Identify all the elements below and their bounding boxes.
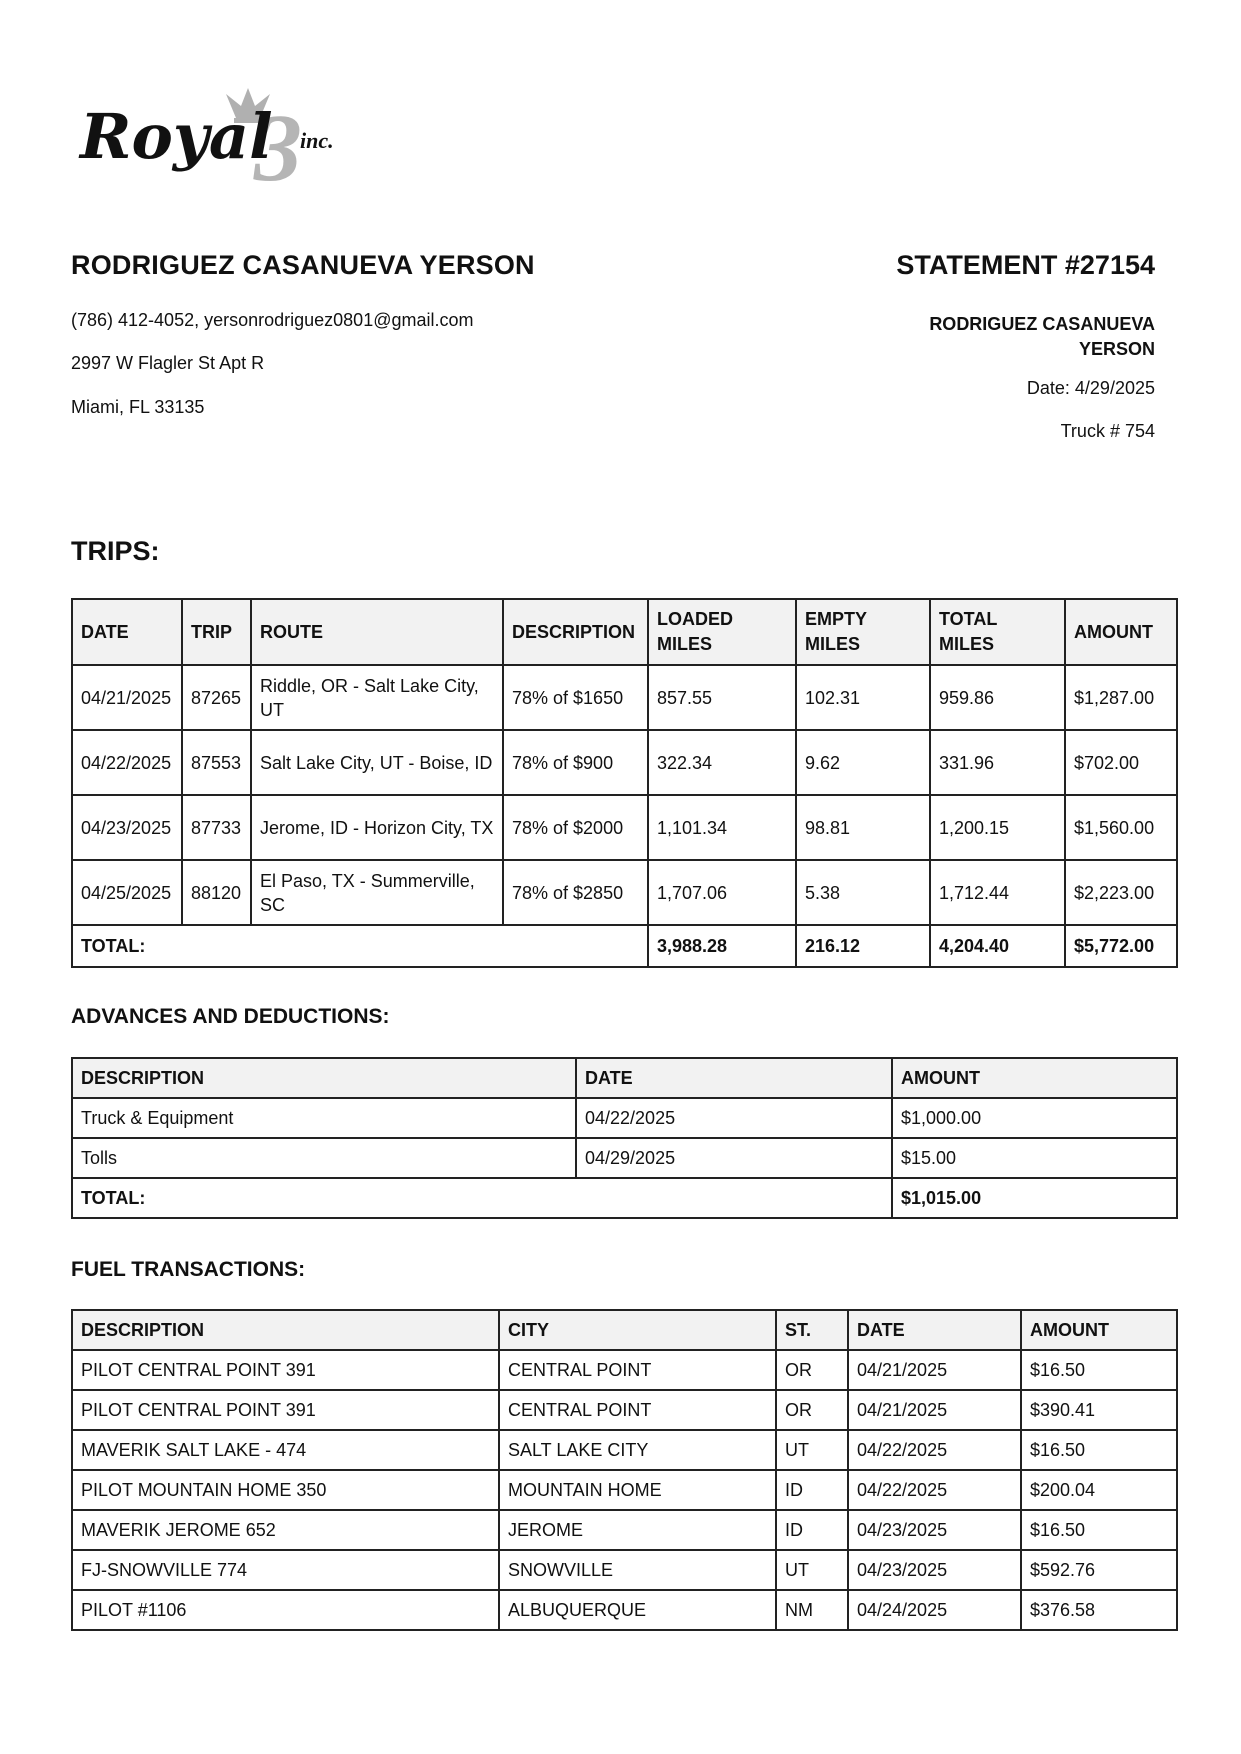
- table-cell: El Paso, TX - Summerville, SC: [251, 860, 503, 925]
- table-cell: 1,707.06: [648, 860, 796, 925]
- trips-section-title: TRIPS:: [71, 536, 160, 566]
- total-miles: 4,204.40: [930, 925, 1065, 967]
- table-cell: 1,101.34: [648, 795, 796, 860]
- column-header: TOTAL MILES: [930, 599, 1065, 665]
- table-cell: $16.50: [1021, 1350, 1177, 1390]
- table-cell: $702.00: [1065, 730, 1177, 795]
- table-cell: 78% of $2850: [503, 860, 648, 925]
- table-cell: CENTRAL POINT: [499, 1350, 776, 1390]
- table-cell: NM: [776, 1590, 848, 1630]
- table-row: [72, 1550, 1177, 1590]
- table-row: [72, 665, 1177, 730]
- table-cell: 78% of $900: [503, 730, 648, 795]
- table-cell: Riddle, OR - Salt Lake City, UT: [251, 665, 503, 730]
- column-header: EMPTY MILES: [796, 599, 930, 665]
- table-cell: PILOT CENTRAL POINT 391: [72, 1390, 499, 1430]
- table-cell: 5.38: [796, 860, 930, 925]
- column-header: DATE: [848, 1310, 1021, 1350]
- column-header: TRIP: [182, 599, 251, 665]
- table-cell: 04/25/2025: [72, 860, 182, 925]
- column-header: ROUTE: [251, 599, 503, 665]
- total-empty-miles: 216.12: [796, 925, 930, 967]
- table-cell: $592.76: [1021, 1550, 1177, 1590]
- total-label: TOTAL:: [72, 925, 648, 967]
- table-cell: SALT LAKE CITY: [499, 1430, 776, 1470]
- trips-table: [71, 598, 1178, 968]
- table-cell: 1,712.44: [930, 860, 1065, 925]
- column-header: LOADED MILES: [648, 599, 796, 665]
- table-row: [72, 1138, 1177, 1178]
- table-cell: $390.41: [1021, 1390, 1177, 1430]
- table-cell: $2,223.00: [1065, 860, 1177, 925]
- table-cell: 87733: [182, 795, 251, 860]
- table-cell: 04/24/2025: [848, 1590, 1021, 1630]
- column-header: AMOUNT: [892, 1058, 1177, 1098]
- table-cell: 04/22/2025: [576, 1098, 892, 1138]
- table-cell: 857.55: [648, 665, 796, 730]
- table-cell: $16.50: [1021, 1510, 1177, 1550]
- table-cell: $1,560.00: [1065, 795, 1177, 860]
- table-cell: ALBUQUERQUE: [499, 1590, 776, 1630]
- table-cell: 322.34: [648, 730, 796, 795]
- table-cell: 04/23/2025: [848, 1510, 1021, 1550]
- column-header: ST.: [776, 1310, 848, 1350]
- table-cell: Tolls: [72, 1138, 576, 1178]
- driver-name-heading: RODRIGUEZ CASANUEVA YERSON: [71, 250, 535, 280]
- table-cell: MOUNTAIN HOME: [499, 1470, 776, 1510]
- table-cell: $376.58: [1021, 1590, 1177, 1630]
- table-cell: MAVERIK JEROME 652: [72, 1510, 499, 1550]
- table-row: [72, 1590, 1177, 1630]
- table-cell: UT: [776, 1430, 848, 1470]
- table-cell: $16.50: [1021, 1430, 1177, 1470]
- table-cell: ID: [776, 1510, 848, 1550]
- table-cell: 04/21/2025: [72, 665, 182, 730]
- table-cell: SNOWVILLE: [499, 1550, 776, 1590]
- table-cell: 78% of $1650: [503, 665, 648, 730]
- advances-header-row: [72, 1058, 1177, 1098]
- table-cell: $200.04: [1021, 1470, 1177, 1510]
- table-cell: 04/21/2025: [848, 1390, 1021, 1430]
- trips-header-row: [72, 599, 1177, 665]
- table-row: [72, 795, 1177, 860]
- column-header: DESCRIPTION: [503, 599, 648, 665]
- table-cell: ID: [776, 1470, 848, 1510]
- table-cell: 88120: [182, 860, 251, 925]
- truck-number: Truck # 754: [1060, 421, 1155, 441]
- advances-section-title: ADVANCES AND DEDUCTIONS:: [71, 1005, 390, 1028]
- statement-date: Date: 4/29/2025: [1026, 378, 1155, 398]
- table-cell: 87265: [182, 665, 251, 730]
- table-cell: 959.86: [930, 665, 1065, 730]
- statement-number-heading: STATEMENT #27154: [896, 250, 1155, 280]
- column-header: DESCRIPTION: [72, 1310, 499, 1350]
- table-cell: Jerome, ID - Horizon City, TX: [251, 795, 503, 860]
- table-cell: 04/29/2025: [576, 1138, 892, 1178]
- table-cell: 87553: [182, 730, 251, 795]
- column-header: AMOUNT: [1065, 599, 1177, 665]
- fuel-transactions-table: [71, 1309, 1178, 1631]
- column-header: CITY: [499, 1310, 776, 1350]
- table-row: [72, 1390, 1177, 1430]
- table-cell: 331.96: [930, 730, 1065, 795]
- table-row: [72, 1350, 1177, 1390]
- table-cell: Salt Lake City, UT - Boise, ID: [251, 730, 503, 795]
- table-cell: 98.81: [796, 795, 930, 860]
- driver-address-line2: Miami, FL 33135: [71, 397, 205, 417]
- table-row: [72, 1510, 1177, 1550]
- table-cell: JEROME: [499, 1510, 776, 1550]
- table-cell: 04/21/2025: [848, 1350, 1021, 1390]
- logo-wordmark: Royal: [80, 100, 273, 173]
- table-cell: 78% of $2000: [503, 795, 648, 860]
- driver-address-line1: 2997 W Flagler St Apt R: [71, 353, 265, 373]
- total-label: TOTAL:: [72, 1178, 892, 1218]
- table-row: [72, 1430, 1177, 1470]
- table-row: [72, 730, 1177, 795]
- table-cell: PILOT MOUNTAIN HOME 350: [72, 1470, 499, 1510]
- driver-contact: (786) 412-4052, yersonrodriguez0801@gmail.com: [71, 310, 474, 330]
- logo-numeral: 3: [254, 94, 302, 192]
- table-cell: OR: [776, 1350, 848, 1390]
- table-cell: CENTRAL POINT: [499, 1390, 776, 1430]
- column-header: DESCRIPTION: [72, 1058, 576, 1098]
- table-cell: FJ-SNOWVILLE 774: [72, 1550, 499, 1590]
- fuel-section-title: FUEL TRANSACTIONS:: [71, 1258, 306, 1281]
- table-cell: 04/22/2025: [848, 1430, 1021, 1470]
- table-cell: $1,000.00: [892, 1098, 1177, 1138]
- logo-suffix: inc.: [300, 128, 334, 153]
- table-cell: 04/23/2025: [72, 795, 182, 860]
- advances-total-row: [72, 1178, 1177, 1218]
- table-cell: 04/22/2025: [848, 1470, 1021, 1510]
- total-loaded-miles: 3,988.28: [648, 925, 796, 967]
- table-cell: PILOT #1106: [72, 1590, 499, 1630]
- table-cell: 102.31: [796, 665, 930, 730]
- table-cell: 9.62: [796, 730, 930, 795]
- table-row: [72, 1098, 1177, 1138]
- column-header: DATE: [576, 1058, 892, 1098]
- table-row: [72, 860, 1177, 925]
- table-cell: MAVERIK SALT LAKE - 474: [72, 1430, 499, 1470]
- table-cell: Truck & Equipment: [72, 1098, 576, 1138]
- table-cell: 04/23/2025: [848, 1550, 1021, 1590]
- table-cell: PILOT CENTRAL POINT 391: [72, 1350, 499, 1390]
- advances-table: [71, 1057, 1178, 1219]
- fuel-header-row: [72, 1310, 1177, 1350]
- total-amount: $1,015.00: [892, 1178, 1177, 1218]
- table-cell: OR: [776, 1390, 848, 1430]
- table-cell: $15.00: [892, 1138, 1177, 1178]
- column-header: DATE: [72, 599, 182, 665]
- table-cell: UT: [776, 1550, 848, 1590]
- total-amount: $5,772.00: [1065, 925, 1177, 967]
- table-cell: 04/22/2025: [72, 730, 182, 795]
- column-header: AMOUNT: [1021, 1310, 1177, 1350]
- table-row: [72, 1470, 1177, 1510]
- table-cell: 1,200.15: [930, 795, 1065, 860]
- statement-driver-name: RODRIGUEZ CASANUEVA YERSON: [929, 314, 1155, 359]
- trips-total-row: [72, 925, 1177, 967]
- table-cell: $1,287.00: [1065, 665, 1177, 730]
- company-logo: [78, 80, 388, 192]
